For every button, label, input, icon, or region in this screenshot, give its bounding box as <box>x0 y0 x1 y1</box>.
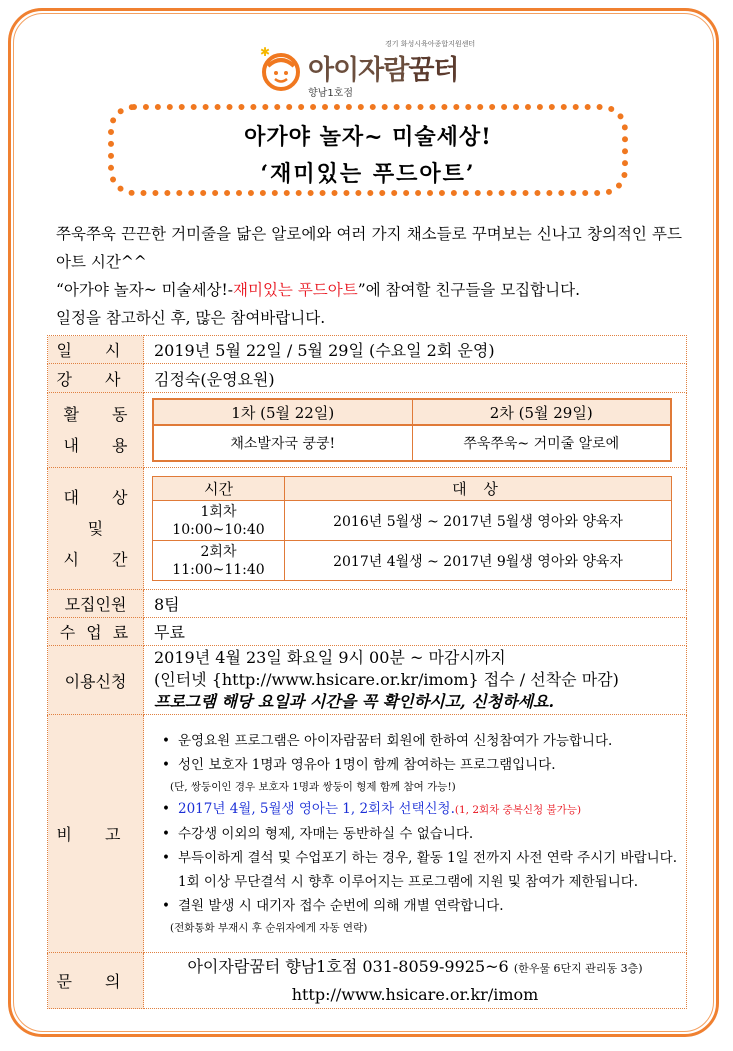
label-apply: 이용신청 <box>48 646 144 715</box>
target-table <box>152 476 672 581</box>
label-date: 일 시 <box>48 336 144 364</box>
session-time: 11:00~11:40 <box>172 561 265 578</box>
info-table <box>47 335 687 1009</box>
apply-method: (인터넷 {http://www.hsicare.or.kr/imom} 접수 / 선착순 마감) <box>154 670 619 689</box>
activity-head-2: 2차 (5월 29일) <box>412 399 671 425</box>
row-capacity <box>48 590 687 618</box>
contact-phone: 아이자람꿈터 향남1호점 031-8059-9925~6 (한우물 6단지 관리동 3층) <box>187 956 643 976</box>
session-row <box>153 501 672 541</box>
notes-cell <box>144 715 687 953</box>
note-item: • 운영요원 프로그램은 아이자람꿈터 회원에 한하여 신청참여가 가능합니다. <box>162 729 686 753</box>
note-item: • 성인 보호자 1명과 영유아 1명이 함께 참여하는 프로그램입니다. <box>162 753 686 777</box>
title-line-2: ‘재미있는 푸드아트’ <box>260 161 476 187</box>
session-target: 2016년 5월생 ~ 2017년 5월생 영아와 양육자 <box>285 501 672 541</box>
logo-face-icon <box>258 46 304 92</box>
label-teacher: 강 사 <box>48 364 144 393</box>
label-notes: 비 고 <box>48 715 144 953</box>
label-contact: 문 의 <box>48 953 144 1009</box>
target-cell <box>144 468 687 590</box>
activity-table <box>152 398 672 462</box>
title-box <box>108 104 628 196</box>
row-teacher <box>48 364 687 393</box>
intro-paragraph-3: 일정을 참고하신 후, 많은 참여바랍니다. <box>56 309 326 327</box>
intro-paragraph-1: 쭈욱쭈욱 끈끈한 거미줄을 닮은 알로에와 여러 가지 채소들로 꾸며보는 신나고 창의적인 푸드아트 시간^^ <box>56 225 682 271</box>
row-target <box>48 468 687 590</box>
title-line-1: 아가야 놀자~ 미술세상! <box>244 124 492 150</box>
svg-text:✱: ✱ <box>260 46 271 59</box>
value-fee: 무료 <box>144 618 687 646</box>
logo-name: 아이자람꿈터 <box>308 55 459 86</box>
notes-list <box>144 729 686 938</box>
label-capacity: 모집인원 <box>48 590 144 618</box>
session-time: 10:00~10:40 <box>172 521 265 538</box>
value-date: 2019년 5월 22일 / 5월 29일 (수요일 2회 운영) <box>144 336 687 364</box>
target-col-time: 시간 <box>153 477 285 501</box>
session-name: 1회차 <box>200 503 237 520</box>
note-item: • 수강생 이외의 형제, 자매는 동반하실 수 없습니다. <box>162 822 686 846</box>
apply-period: 2019년 4월 23일 화요일 9시 00분 ~ 마감시까지 <box>154 648 506 667</box>
note-subitem: (전화통화 부재시 후 순위자에게 자동 연락) <box>170 922 368 934</box>
note-item: • 부득이하게 결석 및 수업포기 하는 경우, 활동 1일 전까지 사전 연락 주시기 바랍니다. 1회 이상 무단결석 시 향후 이루어지는 프로그램에 지원 및 참여가 제한됩니다. <box>162 846 686 894</box>
target-col-target: 대 상 <box>285 477 672 501</box>
activity-cell <box>144 393 687 468</box>
value-teacher: 김정숙(운영요원) <box>144 364 687 393</box>
session-row <box>153 541 672 581</box>
note-item: • 2017년 4월, 5월생 영아는 1, 2회차 선택신청.(1, 2회차 중복신청 불가능) <box>162 797 686 822</box>
value-apply <box>144 646 687 715</box>
row-contact <box>48 953 687 1009</box>
label-target: 대 상 및 시 간 <box>48 468 144 590</box>
activity-item-2: 쭈욱쭈욱~ 거미줄 알로에 <box>412 425 671 461</box>
value-capacity: 8팀 <box>144 590 687 618</box>
activity-head-1: 1차 (5월 22일) <box>153 399 412 425</box>
row-fee <box>48 618 687 646</box>
intro-paragraph-2: “아가야 놀자~ 미술세상!-재미있는 푸드아트”에 참여할 친구들을 모집합니다. <box>56 281 581 299</box>
session-target: 2017년 4월생 ~ 2017년 9월생 영아와 양육자 <box>285 541 672 581</box>
activity-item-1: 채소발자국 쿵쿵! <box>153 425 412 461</box>
label-fee: 수 업 료 <box>48 618 144 646</box>
logo-branch: 향남1호점 <box>308 88 354 99</box>
note-item: • 결원 발생 시 대기자 접수 순번에 의해 개별 연락합니다. <box>162 894 686 918</box>
row-date <box>48 336 687 364</box>
logo <box>252 34 492 104</box>
row-notes <box>48 715 687 953</box>
note-subitem: (단, 쌍둥이인 경우 보호자 1명과 쌍둥이 형제 함께 참여 가능!) <box>170 781 456 793</box>
label-activity: 활 동 내 용 <box>48 393 144 468</box>
contact-url[interactable]: http://www.hsicare.or.kr/imom <box>291 984 539 1004</box>
session-name: 2회차 <box>200 543 237 560</box>
row-apply <box>48 646 687 715</box>
value-contact <box>144 953 687 1009</box>
apply-notice: 프로그램 해당 요일과 시간을 꼭 확인하시고, 신청하세요. <box>154 692 555 711</box>
row-activity <box>48 393 687 468</box>
intro-text <box>56 220 682 332</box>
logo-org: 경기 화성시육아종합지원센터 <box>385 40 476 48</box>
